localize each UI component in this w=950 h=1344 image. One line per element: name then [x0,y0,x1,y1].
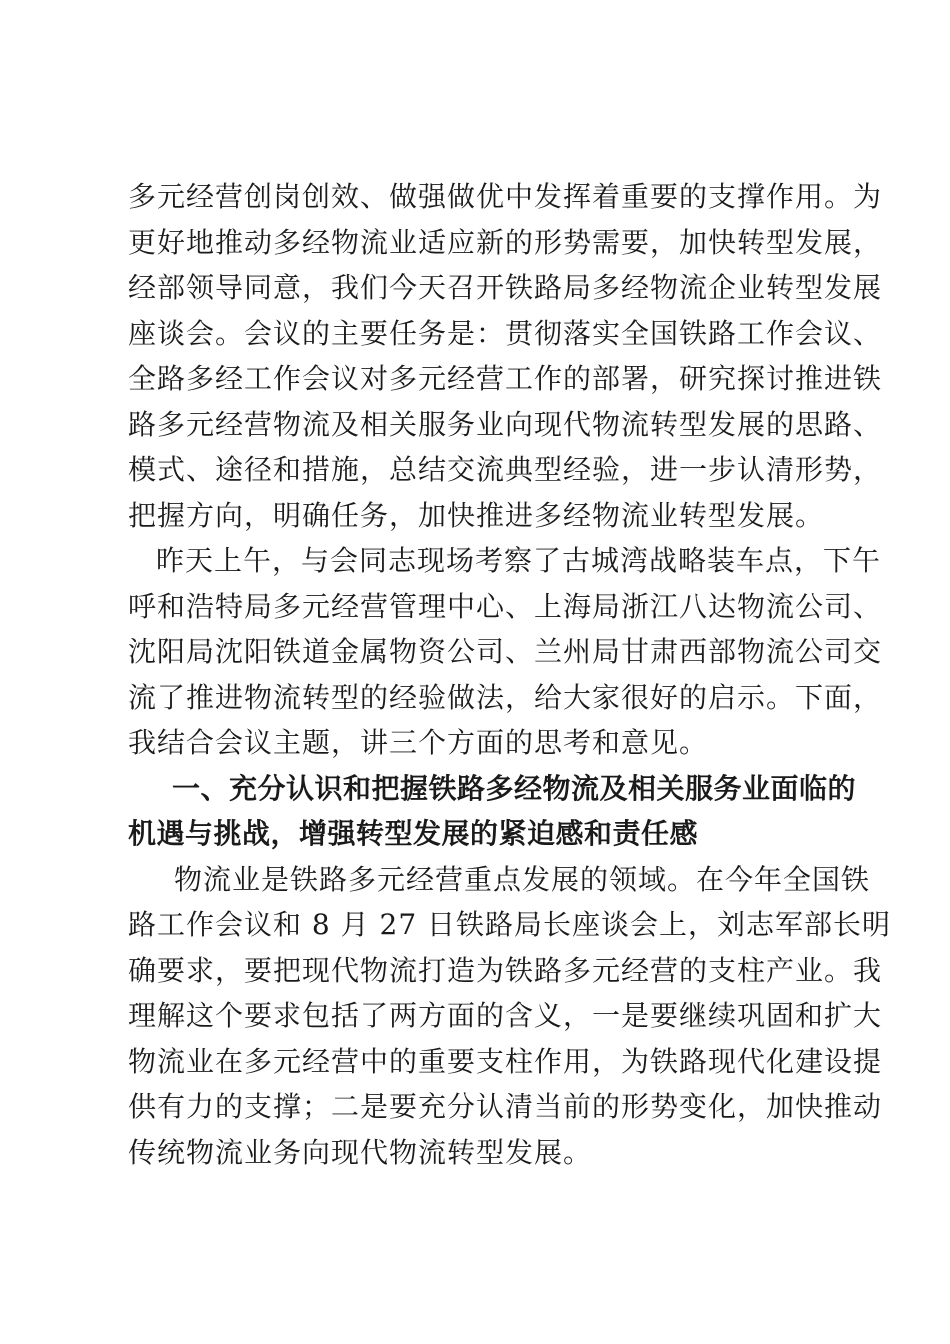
paragraph-intro [128,174,883,538]
text-line: 物流业在多元经营中的重要支柱作用，为铁路现代化建设提 [128,1044,883,1078]
text-line: 沈阳局沈阳铁道金属物资公司、兰州局甘肃西部物流公司交 [128,635,883,668]
text-line: 更好地推动多经物流业适应新的形势需要，加快转型发展， [128,225,883,259]
text-line: 把握方向，明确任务，加快推进多经物流业转型发展。 [128,498,825,532]
text-line: 多元经营创岗创效、做强做优中发挥着重要的支撑作用。为 [128,180,883,213]
heading-line: 机遇与挑战，增强转型发展的紧迫感和责任感 [128,817,699,850]
text-line: 传统物流业务向现代物流转型发展。 [128,1135,593,1169]
text-line: 呼和浩特局多元经营管理中心、上海局浙江八达物流公司、 [128,589,883,623]
text-line: 座谈会。会议的主要任务是：贯彻落实全国铁路工作会议、 [128,316,883,350]
text-line: 全路多经工作会议对多元经营工作的部署，研究探讨推进铁 [128,362,883,395]
document-body [128,174,892,1175]
text-line: 路多元经营物流及相关服务业向现代物流转型发展的思路、 [128,407,883,441]
text-line: 供有力的支撑；二是要充分认清当前的形势变化，加快推动 [128,1090,883,1123]
text-line: 确要求，要把现代物流打造为铁路多元经营的支柱产业。我 [128,953,883,987]
section-heading [128,766,857,857]
text-line: 模式、途径和措施，总结交流典型经验，进一步认清形势， [128,453,883,486]
paragraph-logistics [128,857,892,1176]
text-line: 流了推进物流转型的经验做法，给大家很好的启示。下面， [128,680,883,714]
heading-line: 一、充分认识和把握铁路多经物流及相关服务业面临的 [172,771,857,805]
text-line: 路工作会议和 8 月 27 日铁路局长座谈会上，刘志军部长明 [128,908,892,941]
text-line: 昨天上午，与会同志现场考察了古城湾战略装车点，下午 [156,544,882,577]
paragraph-yesterday [128,538,883,766]
text-line: 经部领导同意，我们今天召开铁路局多经物流企业转型发展 [128,271,883,304]
text-line: 理解这个要求包括了两方面的含义，一是要继续巩固和扩大 [128,999,883,1032]
text-line: 物流业是铁路多元经营重点发展的领域。在今年全国铁 [174,862,871,896]
text-line: 我结合会议主题，讲三个方面的思考和意见。 [128,726,709,759]
